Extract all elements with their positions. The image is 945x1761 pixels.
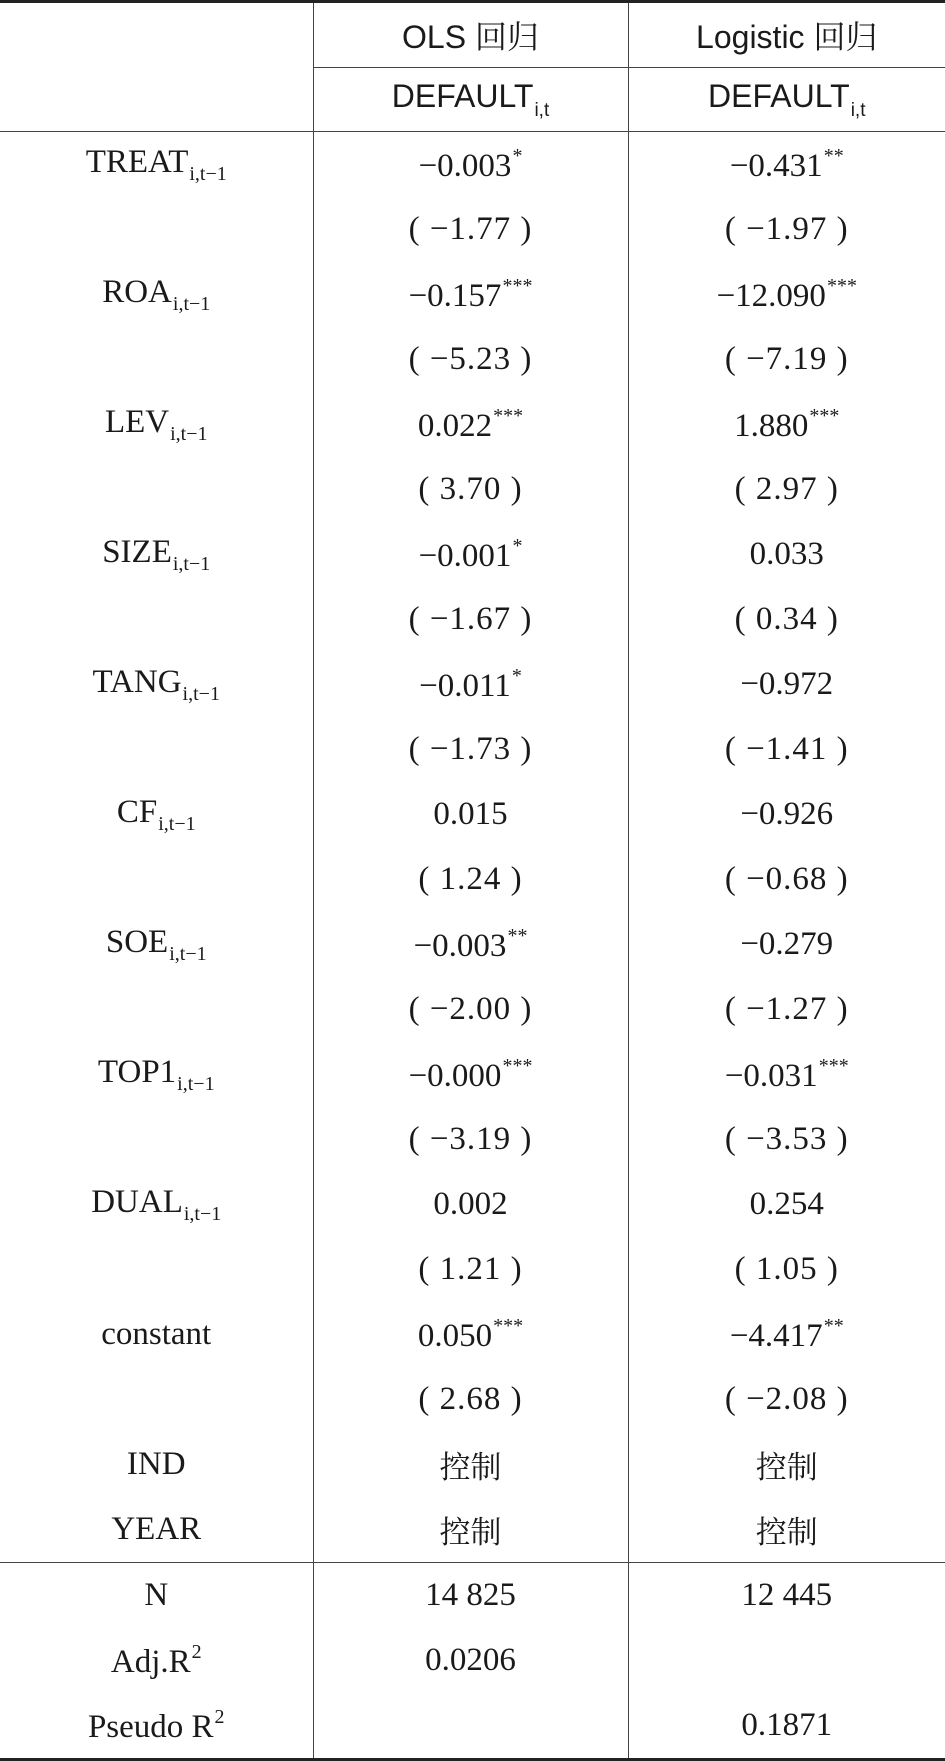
- logistic-coefficient-cell: [628, 1042, 945, 1107]
- variable-name-cell: [0, 1172, 313, 1237]
- ols-coefficient: −0.011: [419, 667, 511, 704]
- logistic-coefficient-cell: [628, 132, 945, 198]
- ols-significance-stars: ***: [502, 1054, 533, 1077]
- statistics-body: [0, 1563, 945, 1760]
- ols-significance-stars: *: [512, 144, 523, 167]
- statistic-label-cell: [0, 1628, 313, 1693]
- logistic-tstat: ( −2.08 ): [628, 1367, 945, 1432]
- control-row: [0, 1497, 945, 1563]
- ols-coefficient: −0.003: [413, 927, 507, 964]
- dep-var-name: DEFAULT: [391, 77, 534, 114]
- ols-coefficient-cell: [313, 392, 628, 457]
- ols-significance-stars: ***: [493, 404, 524, 427]
- statistic-label: Pseudo R: [87, 1708, 214, 1745]
- ols-statistic: 0.0206: [313, 1628, 628, 1693]
- logistic-significance-stars: ***: [809, 404, 840, 427]
- table-header: [0, 2, 945, 132]
- logistic-statistic: 12 445: [628, 1563, 945, 1629]
- variable-subscript: i,t−1: [189, 162, 227, 185]
- logistic-tstat: ( 2.97 ): [628, 457, 945, 522]
- ols-significance-stars: ***: [502, 274, 533, 297]
- ols-tstat: ( −1.67 ): [313, 587, 628, 652]
- ols-statistic: 14 825: [313, 1563, 628, 1629]
- controls-body: [0, 1432, 945, 1563]
- tstat-row: [0, 847, 945, 912]
- logistic-coefficient-cell: [628, 652, 945, 717]
- ols-statistic: [313, 1693, 628, 1760]
- header-ols-title: OLS 回归: [313, 2, 628, 68]
- logistic-coefficient-cell: [628, 522, 945, 587]
- control-variable-name: IND: [126, 1446, 186, 1482]
- tstat-empty-cell: [0, 1107, 313, 1172]
- ols-tstat: ( 3.70 ): [313, 457, 628, 522]
- statistic-row: [0, 1628, 945, 1693]
- header-corner-2: [0, 68, 313, 132]
- variable-subscript: i,t−1: [172, 552, 211, 575]
- ols-coefficient-cell: [313, 522, 628, 587]
- variable-name: DUAL: [91, 1183, 183, 1220]
- variable-subscript: i,t−1: [177, 1072, 215, 1095]
- variable-name-cell: [0, 1302, 313, 1367]
- logistic-significance-stars: ***: [818, 1054, 849, 1077]
- logistic-tstat: ( −1.27 ): [628, 977, 945, 1042]
- ols-significance-stars: *: [512, 534, 523, 557]
- logistic-control-status: 控制: [628, 1432, 945, 1497]
- ols-significance-stars: ***: [493, 1314, 524, 1337]
- ols-coefficient: 0.050: [417, 1317, 493, 1354]
- tstat-empty-cell: [0, 1367, 313, 1432]
- variable-name: CF: [116, 793, 158, 830]
- coefficient-row: [0, 652, 945, 717]
- logistic-significance-stars: **: [823, 1314, 844, 1337]
- variable-name: SIZE: [102, 533, 172, 570]
- ols-coefficient-cell: [313, 912, 628, 977]
- statistic-label-cell: [0, 1563, 313, 1629]
- tstat-empty-cell: [0, 197, 313, 262]
- ols-tstat: ( −1.73 ): [313, 717, 628, 782]
- logistic-coefficient-cell: [628, 782, 945, 847]
- coefficient-row: [0, 912, 945, 977]
- logistic-tstat: ( −1.97 ): [628, 197, 945, 262]
- tstat-row: [0, 717, 945, 782]
- variable-name-cell: [0, 912, 313, 977]
- statistic-superscript: 2: [191, 1640, 202, 1663]
- header-row-model: [0, 2, 945, 68]
- ols-coefficient: 0.002: [433, 1186, 508, 1222]
- variable-name: SOE: [105, 923, 169, 960]
- ols-coefficient: 0.015: [433, 796, 508, 832]
- logistic-coefficient: −0.926: [740, 796, 834, 832]
- ols-coefficient: −0.001: [418, 537, 512, 574]
- header-logistic-title: Logistic 回归: [628, 2, 945, 68]
- logistic-coefficient: 0.254: [749, 1186, 824, 1222]
- coefficient-row: [0, 262, 945, 327]
- logistic-tstat: ( −7.19 ): [628, 327, 945, 392]
- ols-tstat: ( −1.77 ): [313, 197, 628, 262]
- header-logistic-dependent: [628, 68, 945, 132]
- ols-coefficient: 0.022: [417, 407, 493, 444]
- logistic-statistic: 0.1871: [628, 1693, 945, 1760]
- logistic-coefficient: −0.031: [724, 1057, 818, 1094]
- tstat-row: [0, 1367, 945, 1432]
- ols-tstat: ( −3.19 ): [313, 1107, 628, 1172]
- logistic-tstat: ( 1.05 ): [628, 1237, 945, 1302]
- tstat-empty-cell: [0, 847, 313, 912]
- dep-var-subscript: i,t: [534, 99, 550, 121]
- statistic-superscript: 2: [214, 1705, 225, 1728]
- coefficient-body: [0, 132, 945, 1433]
- logistic-coefficient-cell: [628, 392, 945, 457]
- statistic-label: Adj.R: [110, 1643, 191, 1680]
- ols-coefficient-cell: [313, 1042, 628, 1107]
- coefficient-row: [0, 392, 945, 457]
- header-corner: [0, 2, 313, 68]
- ols-tstat: ( 2.68 ): [313, 1367, 628, 1432]
- ols-coefficient: −0.157: [408, 277, 502, 314]
- variable-subscript: i,t−1: [170, 422, 208, 445]
- logistic-control-status: 控制: [628, 1497, 945, 1563]
- ols-significance-stars: *: [511, 664, 522, 687]
- logistic-coefficient-cell: [628, 912, 945, 977]
- ols-tstat: ( 1.21 ): [313, 1237, 628, 1302]
- variable-name-cell: [0, 262, 313, 327]
- ols-coefficient-cell: [313, 262, 628, 327]
- logistic-coefficient-cell: [628, 1172, 945, 1237]
- ols-control-status: 控制: [313, 1497, 628, 1563]
- variable-name-cell: [0, 132, 313, 198]
- logistic-statistic: [628, 1628, 945, 1693]
- tstat-row: [0, 1237, 945, 1302]
- tstat-row: [0, 197, 945, 262]
- tstat-empty-cell: [0, 1237, 313, 1302]
- logistic-coefficient-cell: [628, 1302, 945, 1367]
- coefficient-row: [0, 132, 945, 198]
- ols-control-status: 控制: [313, 1432, 628, 1497]
- tstat-row: [0, 977, 945, 1042]
- logistic-tstat: ( −0.68 ): [628, 847, 945, 912]
- logistic-coefficient: −0.431: [729, 147, 823, 184]
- tstat-empty-cell: [0, 327, 313, 392]
- logistic-tstat: ( −3.53 ): [628, 1107, 945, 1172]
- variable-name: TREAT: [85, 143, 189, 180]
- variable-subscript: i,t−1: [183, 1202, 222, 1225]
- statistic-row: [0, 1563, 945, 1629]
- control-row: [0, 1432, 945, 1497]
- tstat-row: [0, 457, 945, 522]
- coefficient-row: [0, 522, 945, 587]
- header-row-dependent: [0, 68, 945, 132]
- ols-coefficient-cell: [313, 1172, 628, 1237]
- coefficient-row: [0, 1172, 945, 1237]
- ols-coefficient-cell: [313, 782, 628, 847]
- header-ols-dependent: [313, 68, 628, 132]
- ols-coefficient: −0.003: [418, 147, 512, 184]
- tstat-empty-cell: [0, 977, 313, 1042]
- variable-name-cell: [0, 652, 313, 717]
- statistic-label-cell: [0, 1693, 313, 1760]
- logistic-coefficient-cell: [628, 262, 945, 327]
- statistic-label: N: [144, 1577, 169, 1613]
- variable-subscript: i,t−1: [182, 682, 220, 705]
- logistic-tstat: ( −1.41 ): [628, 717, 945, 782]
- statistic-row: [0, 1693, 945, 1760]
- tstat-row: [0, 587, 945, 652]
- variable-subscript: i,t−1: [158, 812, 196, 835]
- tstat-row: [0, 327, 945, 392]
- logistic-coefficient: −12.090: [716, 277, 826, 314]
- variable-name: constant: [101, 1316, 212, 1352]
- coefficient-row: [0, 782, 945, 847]
- ols-coefficient-cell: [313, 132, 628, 198]
- ols-tstat: ( 1.24 ): [313, 847, 628, 912]
- logistic-coefficient: −4.417: [729, 1317, 823, 1354]
- variable-name-cell: [0, 1042, 313, 1107]
- variable-name: TOP1: [97, 1053, 177, 1090]
- ols-coefficient-cell: [313, 652, 628, 717]
- logistic-tstat: ( 0.34 ): [628, 587, 945, 652]
- tstat-empty-cell: [0, 717, 313, 782]
- coefficient-row: [0, 1042, 945, 1107]
- variable-name: LEV: [104, 403, 170, 440]
- tstat-empty-cell: [0, 457, 313, 522]
- dep-var-name: DEFAULT: [708, 77, 850, 114]
- logistic-coefficient: 1.880: [734, 407, 809, 444]
- ols-tstat: ( −2.00 ): [313, 977, 628, 1042]
- tstat-row: [0, 1107, 945, 1172]
- logistic-significance-stars: ***: [826, 274, 857, 297]
- variable-name: TANG: [92, 663, 182, 700]
- variable-subscript: i,t−1: [172, 292, 211, 315]
- dep-var-subscript: i,t: [850, 99, 866, 121]
- tstat-empty-cell: [0, 587, 313, 652]
- ols-coefficient: −0.000: [408, 1057, 502, 1094]
- variable-subscript: i,t−1: [169, 942, 207, 965]
- coefficient-row: [0, 1302, 945, 1367]
- variable-name-cell: [0, 522, 313, 587]
- logistic-coefficient: −0.279: [740, 926, 834, 962]
- ols-tstat: ( −5.23 ): [313, 327, 628, 392]
- logistic-significance-stars: **: [823, 144, 844, 167]
- ols-coefficient-cell: [313, 1302, 628, 1367]
- logistic-coefficient: 0.033: [749, 536, 824, 572]
- ols-significance-stars: **: [507, 924, 528, 947]
- logistic-coefficient: −0.972: [740, 666, 834, 702]
- variable-name: ROA: [102, 273, 172, 310]
- variable-name-cell: [0, 782, 313, 847]
- control-variable-name: YEAR: [111, 1511, 202, 1547]
- variable-name-cell: [0, 392, 313, 457]
